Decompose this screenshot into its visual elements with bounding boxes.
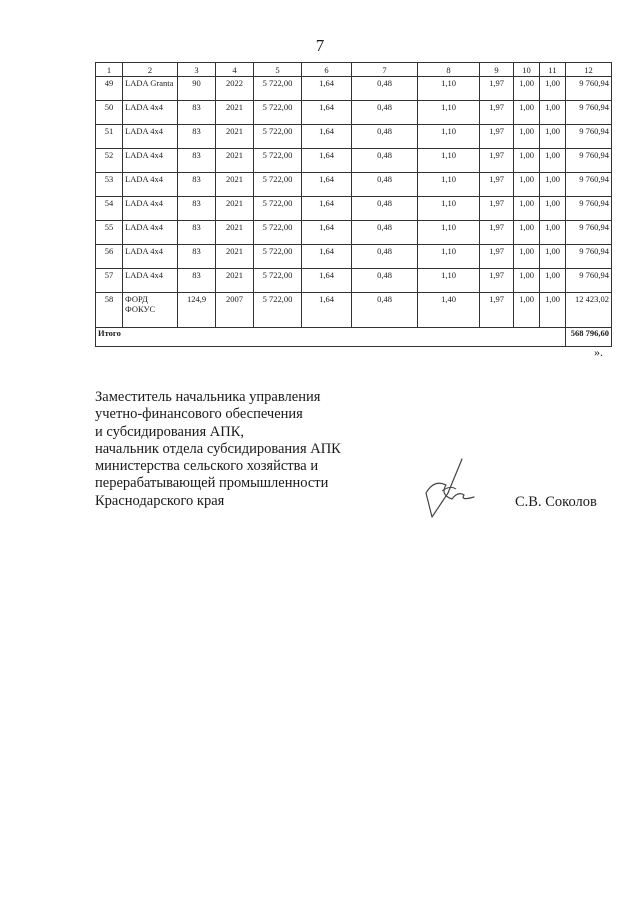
table-cell: 9 760,94 (566, 101, 612, 125)
table-cell: 1,00 (514, 77, 540, 101)
column-header: 11 (540, 63, 566, 77)
table-cell: 1,10 (418, 269, 480, 293)
table-cell: 1,10 (418, 125, 480, 149)
table-cell: 9 760,94 (566, 149, 612, 173)
table-cell: 1,00 (514, 101, 540, 125)
table-cell: 1,97 (480, 197, 514, 221)
table-cell: 9 760,94 (566, 245, 612, 269)
table-cell: 56 (96, 245, 123, 269)
table-cell: 83 (178, 125, 216, 149)
table-cell: 9 760,94 (566, 125, 612, 149)
table-cell: 57 (96, 269, 123, 293)
table-row (96, 245, 612, 269)
table-cell: 9 760,94 (566, 77, 612, 101)
table-cell: 1,00 (514, 269, 540, 293)
table-cell: 83 (178, 173, 216, 197)
table-cell: 2021 (216, 245, 254, 269)
column-header: 2 (123, 63, 178, 77)
table-cell: 5 722,00 (254, 269, 302, 293)
table-cell: 1,64 (302, 173, 352, 197)
table-cell: LADA 4x4 (123, 101, 178, 125)
table-row (96, 77, 612, 101)
table-cell: 1,00 (540, 197, 566, 221)
table-total-row (96, 328, 612, 347)
table-cell: 83 (178, 101, 216, 125)
table-cell: 53 (96, 173, 123, 197)
table-cell: 1,00 (540, 245, 566, 269)
table-cell: 1,00 (540, 293, 566, 328)
table-cell: 1,00 (514, 221, 540, 245)
position-line: и субсидирования АПК, (95, 423, 245, 440)
table-cell: 2021 (216, 269, 254, 293)
table-cell: 83 (178, 245, 216, 269)
table-cell: 1,00 (514, 245, 540, 269)
table-cell: LADA 4x4 (123, 149, 178, 173)
table-cell: 1,10 (418, 173, 480, 197)
table-cell: 5 722,00 (254, 101, 302, 125)
table-cell: 1,00 (514, 173, 540, 197)
table-cell: 0,48 (352, 245, 418, 269)
vehicle-table (95, 62, 612, 347)
handwritten-signature (412, 455, 482, 525)
table-cell: 1,00 (540, 101, 566, 125)
column-header: 1 (96, 63, 123, 77)
table-cell: LADA 4x4 (123, 245, 178, 269)
table-cell: 51 (96, 125, 123, 149)
table-cell: 0,48 (352, 125, 418, 149)
table-cell: 5 722,00 (254, 293, 302, 328)
table-row (96, 269, 612, 293)
table-cell: 49 (96, 77, 123, 101)
table-cell: 1,64 (302, 77, 352, 101)
table-cell: 1,97 (480, 149, 514, 173)
table-cell: 0,48 (352, 101, 418, 125)
table-cell: 9 760,94 (566, 197, 612, 221)
table-cell: 1,97 (480, 245, 514, 269)
table-cell: 1,00 (514, 149, 540, 173)
signatory-position (95, 389, 341, 510)
table-row (96, 293, 612, 328)
table-cell: 0,48 (352, 293, 418, 328)
table-cell: 1,10 (418, 245, 480, 269)
page-number: 7 (315, 36, 325, 55)
table-cell: 2021 (216, 149, 254, 173)
position-line: Краснодарского края (95, 492, 225, 509)
table-cell: 2022 (216, 77, 254, 101)
table-cell: 1,64 (302, 149, 352, 173)
table-cell: 83 (178, 221, 216, 245)
column-header: 6 (302, 63, 352, 77)
table-cell: 1,97 (480, 269, 514, 293)
table-cell: 1,00 (540, 77, 566, 101)
table-cell: 1,97 (480, 293, 514, 328)
table-cell: 1,97 (480, 221, 514, 245)
table-cell: 1,97 (480, 125, 514, 149)
table-cell: 1,10 (418, 149, 480, 173)
position-line: Заместитель начальника управления (95, 389, 321, 405)
column-header: 4 (216, 63, 254, 77)
table-cell: 5 722,00 (254, 197, 302, 221)
table-cell: LADA 4x4 (123, 269, 178, 293)
table-cell: 2021 (216, 101, 254, 125)
table-cell: 54 (96, 197, 123, 221)
table-cell: LADA 4x4 (123, 197, 178, 221)
table-row (96, 125, 612, 149)
column-header: 8 (418, 63, 480, 77)
table-cell: 2021 (216, 197, 254, 221)
table-row (96, 149, 612, 173)
table-cell: 2021 (216, 173, 254, 197)
table-cell: 0,48 (352, 269, 418, 293)
table-cell: 83 (178, 269, 216, 293)
table-row (96, 197, 612, 221)
table-cell: 5 722,00 (254, 173, 302, 197)
total-label: Итого (96, 328, 566, 347)
table-cell: 1,64 (302, 221, 352, 245)
table-cell: LADA Granta (123, 77, 178, 101)
table-header-row (96, 63, 612, 77)
table-cell: 1,64 (302, 245, 352, 269)
table-cell: 1,10 (418, 101, 480, 125)
position-line: начальник отдела субсидирования АПК (95, 440, 341, 457)
table-cell: 0,48 (352, 77, 418, 101)
table-cell: 1,10 (418, 77, 480, 101)
table-cell: 1,64 (302, 197, 352, 221)
table-cell: 5 722,00 (254, 77, 302, 101)
closing-quote-mark: ». (594, 345, 603, 359)
signer-name: С.В. Соколов (515, 494, 597, 510)
table-cell: 1,97 (480, 101, 514, 125)
table-cell: 9 760,94 (566, 269, 612, 293)
table-cell: 52 (96, 149, 123, 173)
table-cell: 1,97 (480, 77, 514, 101)
table-row (96, 173, 612, 197)
table-cell: 9 760,94 (566, 173, 612, 197)
table-cell: LADA 4x4 (123, 173, 178, 197)
position-line: перерабатывающей промышленности (95, 475, 329, 492)
position-line: министерства сельского хозяйства и (95, 458, 319, 475)
table-cell: 83 (178, 149, 216, 173)
table-cell: 1,00 (514, 293, 540, 328)
table-cell: 0,48 (352, 197, 418, 221)
table-cell: 5 722,00 (254, 245, 302, 269)
table-cell: 1,00 (514, 125, 540, 149)
table-cell: 50 (96, 101, 123, 125)
table-cell: 9 760,94 (566, 221, 612, 245)
total-value: 568 796,60 (566, 328, 612, 347)
table-cell: 1,00 (540, 269, 566, 293)
column-header: 5 (254, 63, 302, 77)
table-cell: 0,48 (352, 221, 418, 245)
table-cell: 1,00 (514, 197, 540, 221)
table-cell: 90 (178, 77, 216, 101)
table-cell: 55 (96, 221, 123, 245)
column-header: 3 (178, 63, 216, 77)
table-cell: 5 722,00 (254, 125, 302, 149)
table-cell: 1,64 (302, 269, 352, 293)
table-cell: 1,40 (418, 293, 480, 328)
table-cell: 5 722,00 (254, 149, 302, 173)
column-header: 10 (514, 63, 540, 77)
table-cell: 1,64 (302, 293, 352, 328)
table-cell: LADA 4x4 (123, 125, 178, 149)
column-header: 7 (352, 63, 418, 77)
table-cell: 2021 (216, 221, 254, 245)
table-cell: 0,48 (352, 173, 418, 197)
table-cell: 1,10 (418, 221, 480, 245)
table-row (96, 221, 612, 245)
column-header: 12 (566, 63, 612, 77)
table-cell: 12 423,02 (566, 293, 612, 328)
table-cell: 2021 (216, 125, 254, 149)
table-cell: 124,9 (178, 293, 216, 328)
table-cell: 83 (178, 197, 216, 221)
table-cell: LADA 4x4 (123, 221, 178, 245)
table-cell: 1,64 (302, 101, 352, 125)
position-line: учетно-финансового обеспечения (95, 406, 303, 423)
table-cell: 2007 (216, 293, 254, 328)
table-cell: 1,10 (418, 197, 480, 221)
table-cell: 1,00 (540, 125, 566, 149)
table-cell: 58 (96, 293, 123, 328)
table-cell: 1,00 (540, 149, 566, 173)
column-header: 9 (480, 63, 514, 77)
table-cell: 5 722,00 (254, 221, 302, 245)
table-cell: 1,97 (480, 173, 514, 197)
table-cell: 1,64 (302, 125, 352, 149)
table-cell: 1,00 (540, 173, 566, 197)
table-cell: 0,48 (352, 149, 418, 173)
table-cell: ФОРД ФОКУС (123, 293, 178, 328)
table-cell: 1,00 (540, 221, 566, 245)
table-row (96, 101, 612, 125)
